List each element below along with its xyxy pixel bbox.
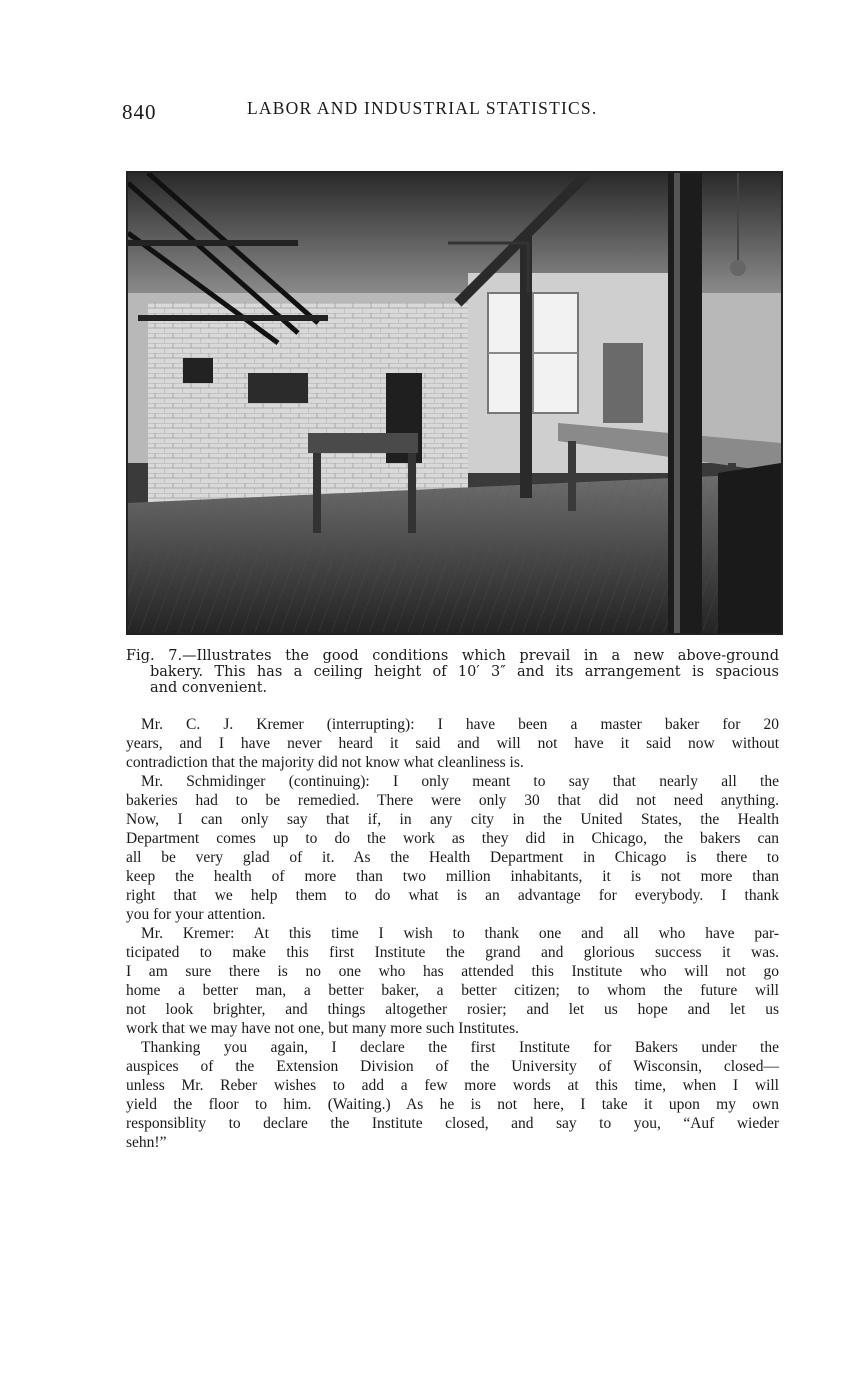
text-line: you for your attention. — [126, 906, 266, 923]
text-line: years, and I have never heard it said and will not have it said now without — [126, 735, 779, 752]
text-line: Now, I can only say that if, in any city in the United States, the Health — [126, 811, 779, 828]
text-line: unless Mr. Reber wishes to add a few more words at this time, when I will — [126, 1077, 779, 1094]
bakery-interior-photo-icon — [128, 173, 781, 633]
text-line: Mr. C. J. Kremer (interrupting): I have been a master baker for 20 — [141, 716, 779, 733]
text-line: keep the health of more than two million inhabitants, it is not more than — [126, 868, 779, 885]
figure-caption — [126, 648, 779, 696]
text-line: Mr. Schmidinger (continuing): I only meant to say that nearly all the — [141, 773, 779, 790]
caption-line: Fig. 7.—Illustrates the good conditions which prevail in a new above-ground — [126, 648, 779, 664]
text-line: Mr. Kremer: At this time I wish to thank one and all who have par- — [141, 925, 779, 942]
text-line: not look brighter, and things altogether rosier; and let us hope and let us — [126, 1001, 779, 1018]
text-line: Thanking you again, I declare the first Institute for Bakers under the — [141, 1039, 779, 1056]
text-line: responsiblity to declare the Institute closed, and say to you, “Auf wieder — [126, 1115, 779, 1132]
caption-line: and convenient. — [150, 680, 268, 696]
body-text — [126, 715, 779, 1152]
text-line: right that we help them to do what is an advantage for everybody. I thank — [126, 887, 779, 904]
text-line: I am sure there is no one who has attended this Institute who will not go — [126, 963, 779, 980]
text-line: contradiction that the majority did not know what cleanliness is. — [126, 754, 524, 771]
running-title: LABOR AND INDUSTRIAL STATISTICS. — [247, 98, 598, 118]
text-line: all be very glad of it. As the Health Department in Chicago is there to — [126, 849, 779, 866]
text-line: Department comes up to do the work as they did in Chicago, the bakers can — [126, 830, 779, 847]
text-line: work that we may have not one, but many more such Institutes. — [126, 1020, 520, 1037]
text-line: sehn!” — [126, 1134, 167, 1151]
text-line: bakeries had to be remedied. There were only 30 that did not need anything. — [126, 792, 779, 809]
text-line: auspices of the Extension Division of the University of Wisconsin, closed— — [126, 1058, 779, 1075]
text-line: home a better man, a better baker, a better citizen; to whom the future will — [126, 982, 779, 999]
text-line: yield the floor to him. (Waiting.) As he is not here, I take it upon my own — [126, 1096, 779, 1113]
figure-photo — [126, 171, 783, 635]
page-number: 840 — [122, 100, 157, 124]
text-line: ticipated to make this first Institute the grand and glorious success it was. — [126, 944, 779, 961]
caption-line: bakery. This has a ceiling height of 10′ 3″ and its arrangement is spacious — [150, 664, 779, 680]
